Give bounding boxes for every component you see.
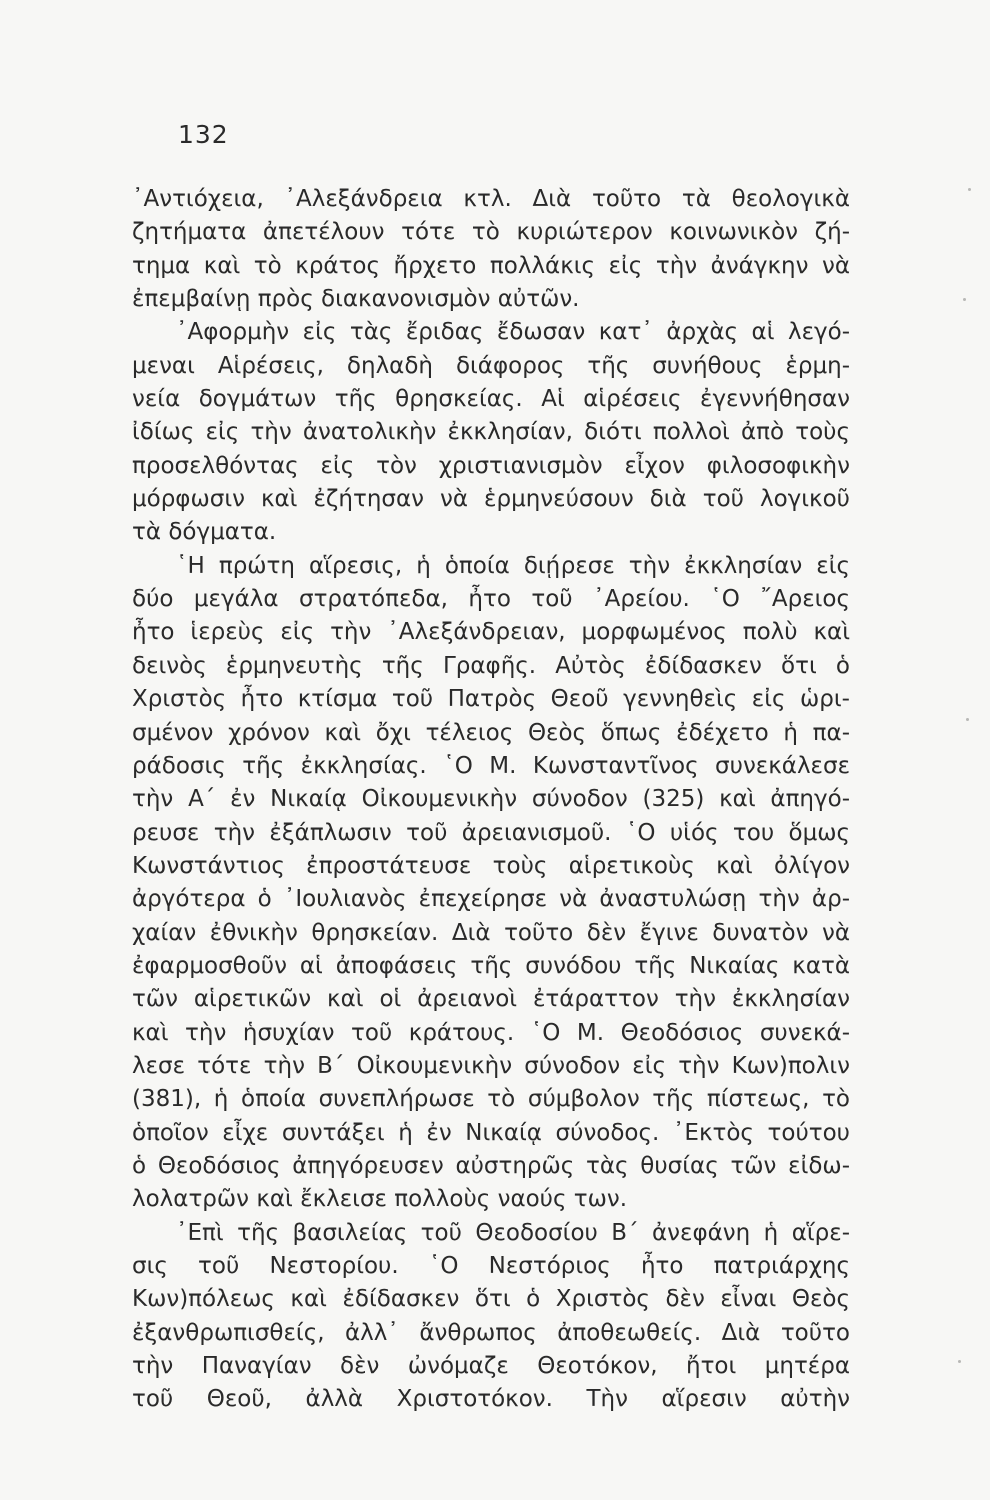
text-line: ᾿Επὶ τῆς βασιλείας τοῦ Θεοδοσίου Β΄ ἀνεφάνη ἡ αἵρε- [176,1219,850,1246]
text-line: ἦτο ἱερεὺς εἰς τὴν ᾿Αλεξάνδρειαν, μορφωμένος πολὺ καὶ [132,619,850,646]
text-line: τημα καὶ τὸ κράτος ἤρχετο πολλάκις εἰς τὴν ἀνάγκην νὰ [132,252,850,279]
text-line: σμένον χρόνον καὶ ὄχι τέλειος Θεὸς ὅπως ἐδέχετο ἡ πα- [132,719,850,746]
text-line: ἐπεμβαίνῃ πρὸς διακανονισμὸν αὐτῶν. [132,286,580,313]
body-text [132,183,850,1417]
text-line: ᾿Αφορμὴν εἰς τὰς ἔριδας ἔδωσαν κατ᾿ ἀρχὰς αἱ λεγό- [176,319,850,346]
text-line: τὴν Παναγίαν δὲν ὠνόμαζε Θεοτόκον, ἤτοι μητέρα [132,1353,850,1380]
scan-speck [958,1360,961,1363]
text-line: ρευσε τὴν ἐξάπλωσιν τοῦ ἀρειανισμοῦ. ῾Ο υἱός του ὅμως [132,819,850,846]
text-line: ἐφαρμοσθοῦν αἱ ἀποφάσεις τῆς συνόδου τῆς Νικαίας κατὰ [132,952,850,979]
text-line: ᾿Αντιόχεια, ᾿Αλεξάνδρεια κτλ. Διὰ τοῦτο τὰ θεολογικὰ [132,186,850,212]
text-line: τῶν αἱρετικῶν καὶ οἱ ἀρειανοὶ ἐτάραττον τὴν ἐκκλησίαν [132,986,850,1013]
text-line: Κωνστάντιος ἐπροστάτευσε τοὺς αἱρετικοὺς καὶ ὀλίγον [132,852,850,879]
text-line: Χριστὸς ἦτο κτίσμα τοῦ Πατρὸς Θεοῦ γεννηθεὶς εἰς ὡρι- [132,686,850,713]
text-line: σις τοῦ Νεστορίου. ῾Ο Νεστόριος ἦτο πατριάρχης [132,1253,850,1279]
text-line: ὁ Θεοδόσιος ἀπηγόρευσεν αὐστηρῶς τὰς θυσίας τῶν εἰδω- [132,1152,850,1179]
text-line: νεία δογμάτων τῆς θρησκείας. Αἱ αἱρέσεις ἐγεννήθησαν [132,386,850,413]
page-number: 132 [178,120,229,149]
text-line: μόρφωσιν καὶ ἐζήτησαν νὰ ἑρμηνεύσουν διὰ τοῦ λογικοῦ [132,486,850,513]
text-line: χαίαν ἐθνικὴν θρησκείαν. Διὰ τοῦτο δὲν ἔγινε δυνατὸν νὰ [132,919,850,946]
text-line: ἐξανθρωπισθείς, ἀλλ᾿ ἄνθρωπος ἀποθεωθείς. Διὰ τοῦτο [132,1319,850,1346]
scan-speck [966,718,969,721]
text-line: ῾Η πρώτη αἵρεσις, ἡ ὁποία διῄρεσε τὴν ἐκκλησίαν εἰς [176,552,850,579]
text-line: μεναι Αἱρέσεις, δηλαδὴ διάφορος τῆς συνήθους ἑρμη- [132,352,850,379]
text-line: ὁποῖον εἶχε συντάξει ἡ ἐν Νικαίᾳ σύνοδος. ᾿Εκτὸς τούτου [132,1119,850,1146]
text-line: προσελθόντας εἰς τὸν χριστιανισμὸν εἶχον φιλοσοφικὴν [132,452,850,479]
text-line: ἀργότερα ὁ ᾿Ιουλιανὸς ἐπεχείρησε νὰ ἀναστυλώσῃ τὴν ἀρ- [132,886,850,913]
scan-speck [968,188,971,191]
text-line: ζητήματα ἀπετέλουν τότε τὸ κυριώτερον κοινωνικὸν ζή- [132,219,850,246]
text-line: λεσε τότε τὴν Β΄ Οἰκουμενικὴν σύνοδον εἰς τὴν Κων)πολιν [132,1052,850,1079]
text-line: τὴν Α΄ ἐν Νικαίᾳ Οἰκουμενικὴν σύνοδον (325) καὶ ἀπηγό- [132,786,850,813]
text-line: δεινὸς ἑρμηνευτὴς τῆς Γραφῆς. Αὐτὸς ἐδίδασκεν ὅτι ὁ [132,652,850,679]
text-line: λολατρῶν καὶ ἔκλεισε πολλοὺς ναούς των. [132,1186,628,1213]
text-line: ἰδίως εἰς τὴν ἀνατολικὴν ἐκκλησίαν, διότι πολλοὶ ἀπὸ τοὺς [132,419,850,446]
text-line: δύο μεγάλα στρατόπεδα, ἦτο τοῦ ᾿Αρείου. ῾Ο ῎Αρειος [132,586,850,613]
text-line: Κων)πόλεως καὶ ἐδίδασκεν ὅτι ὁ Χριστὸς δὲν εἶναι Θεὸς [132,1286,850,1313]
text-line: τὰ δόγματα. [132,519,277,546]
text-line: τοῦ Θεοῦ, ἀλλὰ Χριστοτόκον. Τὴν αἵρεσιν αὐτὴν [132,1386,850,1413]
text-line: (381), ἡ ὁποία συνεπλήρωσε τὸ σύμβολον τῆς πίστεως, τὸ [132,1086,850,1113]
text-line: καὶ τὴν ἡσυχίαν τοῦ κράτους. ῾Ο Μ. Θεοδόσιος συνεκά- [132,1019,850,1046]
scan-speck [963,298,966,301]
text-line: ράδοσις τῆς ἐκκλησίας. ῾Ο Μ. Κωνσταντῖνος συνεκάλεσε [132,752,850,779]
